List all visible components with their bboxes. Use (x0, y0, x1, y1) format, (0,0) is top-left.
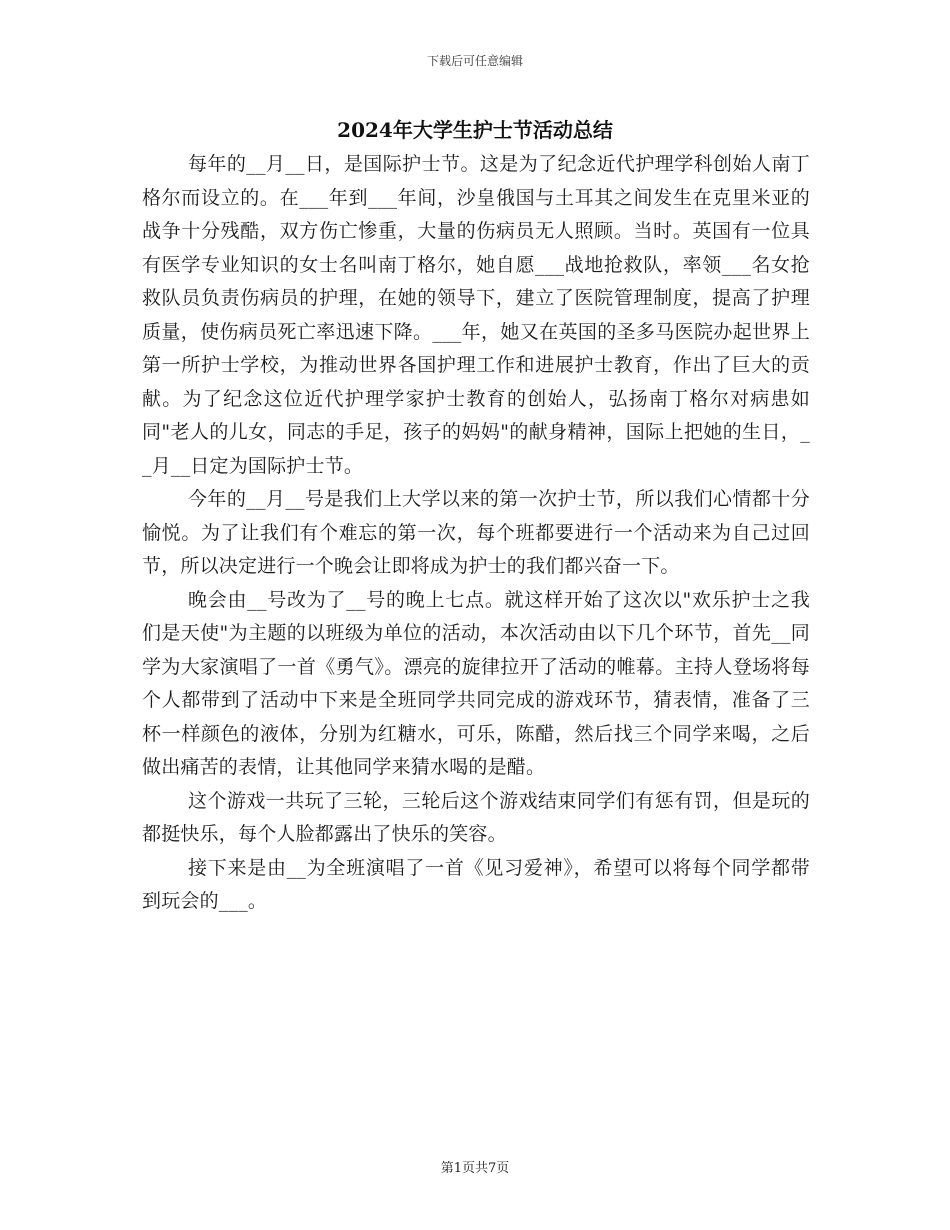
page-number: 第1页共7页 (440, 1161, 510, 1176)
paragraph-4: 这个游戏一共玩了三轮，三轮后这个游戏结束同学们有惩有罚，但是玩的都挺快乐，每个人脸都露出了快乐的笑容。 (142, 789, 810, 845)
page-header-note: 下载后可任意编辑 (426, 54, 523, 68)
paragraph-3: 晚会由__号改为了__号的晚上七点。就这样开始了这次以"欢乐护士之我们是天使"为主题的以班级为单位的活动，本次活动由以下几个环节，首先__同学为大家演唱了一首《勇气》。漂亮的旋律拉开了活动的帷幕。主持人登场将每个人都带到了活动中下来是全班同学共同完成的游戏环节，猜表情，准备了三杯一样颜色的液体，分别为红糖水，可乐，陈醋，然后找三个同学来喝，之后做出痛苦的表情，让其他同学来猜水喝的是醋。 (142, 588, 810, 778)
paragraph-2: 今年的__月__号是我们上大学以来的第一次护士节，所以我们心情都十分愉悦。为了让我们有个难忘的第一次，每个班都要进行一个活动来为自己过回节，所以决定进行一个晚会让即将成为护士的我们都兴奋一下。 (142, 488, 810, 577)
paragraph-1: 每年的__月__日，是国际护士节。这是为了纪念近代护理学科创始人南丁格尔而设立的。在___年到___年间，沙皇俄国与土耳其之间发生在克里米亚的战争十分残酷，双方伤亡惨重，大量的伤病员无人照顾。当时。英国有一位具有医学专业知识的女士名叫南丁格尔，她自愿___战地抢救队，率领___名女抢救队员负责伤病员的护理，在她的领导下，建立了医院管理制度，提高了护理质量，使伤病员死亡率迅速下降。___年，她又在英国的圣多马医院办起世界上第一所护士学校，为推动世界各国护理工作和进展护士教育，作出了巨大的贡献。为了纪念这位近代护理学家护士教育的创始人，弘扬南丁格尔对病患如同"老人的儿女，同志的手足，孩子的妈妈"的献身精神，国际上把她的生日，__月__日定为国际护士节。 (142, 153, 810, 477)
paragraph-5: 接下来是由__为全班演唱了一首《见习爱神》，希望可以将每个同学都带到玩会的___。 (142, 856, 810, 912)
document-title: 2024年大学生护士节活动总结 (337, 118, 613, 142)
document-body (142, 148, 810, 919)
